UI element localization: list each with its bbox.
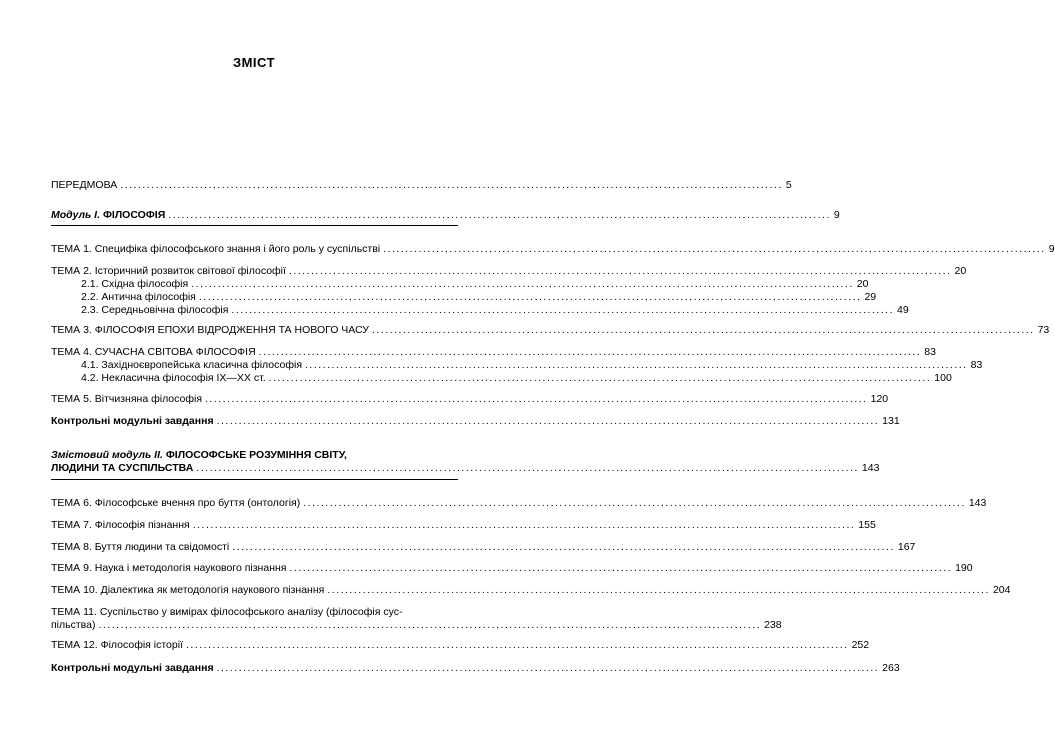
toc-label: ТЕМА 7. Філософія пізнання: [51, 519, 190, 531]
toc-entry-topic-2: [51, 265, 967, 278]
toc-entry-topic-4: [51, 346, 936, 359]
section-rule: [51, 225, 458, 226]
toc-entry-topic-6: [51, 497, 987, 510]
leader-dots: ......................................................................................................................................................: [231, 304, 894, 316]
module-2-heading-line-1: [51, 449, 458, 462]
page-number: 20: [856, 278, 869, 290]
toc-label: ТЕМА 3. ФІЛОСОФІЯ ЕПОХИ ВІДРОДЖЕННЯ ТА НОВОГО ЧАСУ: [51, 324, 369, 336]
leader-dots: ......................................................................................................................................................: [198, 291, 862, 303]
module-heading: [51, 209, 165, 222]
module-title-line-1: ФІЛОСОФСЬКЕ РОЗУМІННЯ СВІТУ,: [165, 449, 347, 461]
page-number: 83: [970, 359, 983, 371]
leader-dots: ......................................................................................................................................................: [371, 324, 1035, 336]
page-number: 143: [861, 462, 880, 474]
toc-entry-module-1: [51, 209, 840, 222]
toc-entry-topic-3: [51, 324, 1050, 337]
toc-entry-control-2: [51, 662, 900, 675]
leader-dots: ......................................................................................................................................................: [303, 497, 966, 509]
leader-dots: ......................................................................................................................................................: [192, 519, 856, 531]
leader-dots: ......................................................................................................................................................: [305, 359, 968, 371]
toc-entry-module-2: [51, 462, 880, 475]
toc-label: 2.3. Середньовічна філософія: [81, 304, 229, 316]
toc-entry-4-2: [81, 372, 952, 385]
toc-label: пільства): [51, 619, 96, 631]
toc-entry-2-1: [81, 278, 869, 291]
toc-label: 2.1. Східна філософія: [81, 278, 189, 290]
toc-label: 4.1. Західноєвропейська класична філософія: [81, 359, 303, 371]
toc-entry-4-1: [81, 359, 983, 372]
toc-entry-topic-7: [51, 519, 876, 532]
toc-label: ТЕМА 5. Вітчизняна філософія: [51, 393, 203, 405]
toc-label: Контрольні модульні завдання: [51, 662, 214, 674]
leader-dots: ......................................................................................................................................................: [191, 278, 854, 290]
toc-entry-topic-8: [51, 541, 916, 554]
toc-label: ТЕМА 1. Специфіка філософського знання і його роль у суспільстві: [51, 243, 381, 255]
module-prefix: Модуль І.: [51, 209, 101, 221]
toc-entry-topic-12: [51, 639, 870, 652]
page-number: 100: [934, 372, 952, 384]
leader-dots: ......................................................................................................................................................: [232, 541, 895, 553]
page-number: 263: [882, 662, 900, 674]
page-number: 20: [954, 265, 967, 277]
leader-dots: ......................................................................................................................................................: [327, 584, 990, 596]
toc-entry-preface: [51, 179, 792, 192]
toc-entry-topic-11: [51, 619, 782, 632]
page-number: 204: [992, 584, 1011, 596]
leader-dots: ......................................................................................................................................................: [258, 346, 922, 358]
page-number: 49: [897, 304, 909, 316]
page-number: 167: [897, 541, 916, 553]
toc-entry-topic-11-line-1: ТЕМА 11. Суспільство у вимірах філософського аналізу (філософія сус-: [51, 606, 403, 618]
toc-entry-2-2: [81, 291, 877, 304]
toc-label: ТЕМА 10. Діалектика як методологія наукового пізнання: [51, 584, 325, 596]
page-number: 190: [955, 562, 973, 574]
toc-label: ТЕМА 4. СУЧАСНА СВІТОВА ФІЛОСОФІЯ: [51, 346, 256, 358]
module-title: ФІЛОСОФІЯ: [102, 209, 166, 221]
toc-label: ТЕМА 6. Філософське вчення про буття (онтологія): [51, 497, 301, 509]
page-number: 73: [1037, 324, 1050, 336]
page-number: 252: [851, 639, 870, 651]
leader-dots: ......................................................................................................................................................: [98, 619, 762, 631]
page-number: 9: [833, 209, 840, 221]
page-title: ЗМІСТ: [232, 55, 276, 70]
toc-entry-topic-1: [51, 243, 1055, 256]
page-number: 238: [764, 619, 782, 631]
leader-dots: ......................................................................................................................................................: [288, 265, 952, 277]
toc-label: ТЕМА 9. Наука і методологія наукового пізнання: [51, 562, 287, 574]
page-number: 29: [864, 291, 877, 303]
leader-dots: ......................................................................................................................................................: [185, 639, 849, 651]
toc-label: ТЕМА 12. Філософія історії: [51, 639, 183, 651]
toc-entry-topic-9: [51, 562, 973, 575]
toc-entry-2-3: [81, 304, 909, 317]
toc-label: 4.2. Некласична філософія ІХ—ХХ ст.: [81, 372, 266, 384]
toc-entry-control-1: [51, 415, 900, 428]
page-number: 5: [785, 179, 792, 191]
toc-label: ТЕМА 8. Буття людини та свідомості: [51, 541, 230, 553]
module-prefix: Змістовий модуль ІІ.: [51, 449, 163, 461]
page-number: 120: [870, 393, 889, 405]
leader-dots: ......................................................................................................................................................: [268, 372, 932, 384]
leader-dots: ......................................................................................................................................................: [216, 415, 880, 427]
toc-label: Контрольні модульні завдання: [51, 415, 214, 427]
leader-dots: ......................................................................................................................................................: [205, 393, 868, 405]
leader-dots: ......................................................................................................................................................: [383, 243, 1046, 255]
toc-label: ТЕМА 2. Історичний розвиток світової філософії: [51, 265, 286, 277]
module-title-line-2: ЛЮДИНИ ТА СУСПІЛЬСТВА: [51, 462, 194, 474]
toc-entry-topic-5: [51, 393, 889, 406]
leader-dots: ......................................................................................................................................................: [120, 179, 783, 191]
leader-dots: ......................................................................................................................................................: [216, 662, 880, 674]
leader-dots: ......................................................................................................................................................: [168, 209, 831, 221]
section-rule: [51, 479, 458, 480]
page-number: 83: [924, 346, 936, 358]
page-number: 155: [858, 519, 876, 531]
page-number: 9: [1048, 243, 1055, 255]
toc-label: ПЕРЕДМОВА: [51, 179, 118, 191]
leader-dots: ......................................................................................................................................................: [196, 462, 859, 474]
leader-dots: ......................................................................................................................................................: [289, 562, 953, 574]
toc-label: 2.2. Антична філософія: [81, 291, 196, 303]
page-number: 131: [882, 415, 900, 427]
page-number: 143: [968, 497, 987, 509]
toc-entry-topic-10: [51, 584, 1011, 597]
